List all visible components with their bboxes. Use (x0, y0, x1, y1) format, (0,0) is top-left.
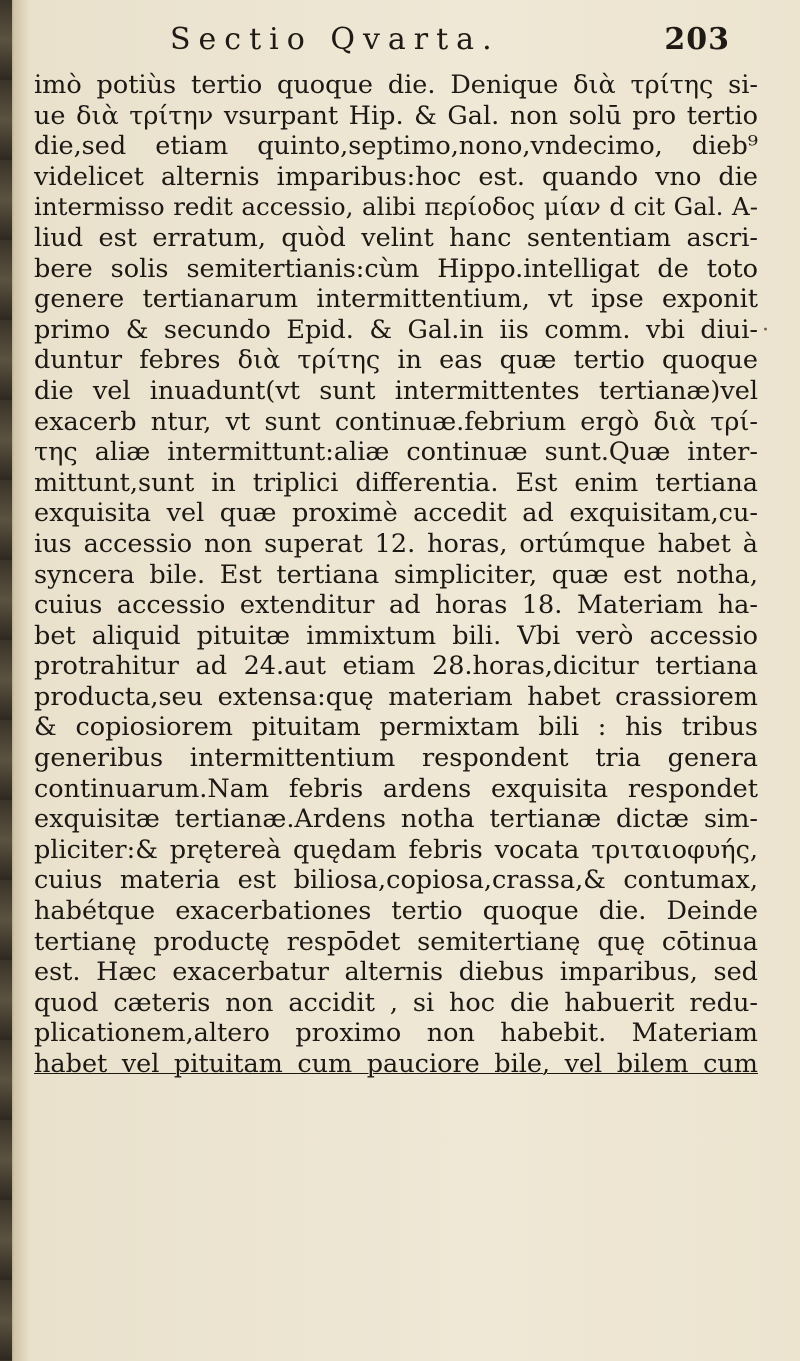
text-line: quod cæteris non accidit , si hoc die habuerit redu- (34, 987, 758, 1018)
text-line: intermisso redit accessio, alibi περίοδος μίαν d cit Gal. A- (34, 192, 758, 222)
text-line: ue διὰ τρίτην vsurpant Hip. & Gal. non solū pro tertio (34, 100, 758, 131)
text-line: die vel inuadunt(vt sunt intermittentes tertianæ)vel (34, 375, 758, 406)
text-line: bere solis semitertianis:cùm Hippo.intelligat de toto (34, 253, 758, 284)
page-number: 203 (664, 22, 730, 57)
text-line: syncera bile. Est tertiana simpliciter, quæ est notha, (34, 559, 758, 590)
running-head-title: Sectio Qvarta. (170, 22, 500, 57)
text-line: primo & secundo Epid. & Gal.in iis comm. vbi diui- (34, 314, 758, 345)
text-line: generibus intermittentium respondent tria genera (34, 743, 758, 774)
text-line: videlicet alternis imparibus:hoc est. quando vno die (34, 161, 758, 192)
page-binding-edge (0, 0, 12, 1361)
text-line: genere tertianarum intermittentium, vt ipse exponit (34, 284, 758, 315)
text-line: liud est erratum, quòd velint hanc sententiam ascri- (34, 222, 758, 253)
text-line: habet vel pituitam cum pauciore bile, vel bilem cum (34, 1049, 758, 1079)
text-line: pliciter:& prętereà quędam febris vocata τριταιοφυής, (34, 834, 758, 865)
text-line: die,sed etiam quinto,septimo,nono,vndecimo, dieb⁹ (34, 131, 758, 162)
text-line: habétque exacerbationes tertio quoque die. Deinde (34, 896, 758, 927)
text-line: tertianę productę respōdet semitertianę quę cōtinua (34, 926, 758, 957)
text-line: producta,seu extensa:quę materiam habet crassiorem (34, 681, 758, 712)
text-line: bet aliquid pituitæ immixtum bili. Vbi verò accessio (34, 620, 758, 651)
text-line: cuius accessio extenditur ad horas 18. Materiam ha- (34, 590, 758, 621)
running-head (170, 22, 730, 62)
text-line: exacerb ntur, vt sunt continuæ.febrium ergò διὰ τρί- (34, 406, 758, 437)
text-line: της aliæ intermittunt:aliæ continuæ sunt.Quæ inter- (34, 437, 758, 468)
text-line: est. Hæc exacerbatur alternis diebus imparibus, sed (34, 957, 758, 988)
body-text (34, 70, 758, 1080)
text-line: cuius materia est biliosa,copiosa,crassa,& contumax, (34, 865, 758, 896)
text-line: exquisita vel quæ proximè accedit ad exquisitam,cu- (34, 498, 758, 529)
text-line: ius accessio non superat 12. horas, ortúmque habet à (34, 528, 758, 559)
text-line: imò potiùs tertio quoque die. Denique διὰ τρίτης si- (34, 70, 758, 100)
text-line: protrahitur ad 24.aut etiam 28.horas,dicitur tertiana (34, 651, 758, 682)
text-line: continuarum.Nam febris ardens exquisita respondet (34, 773, 758, 804)
text-line: & copiosiorem pituitam permixtam bili : his tribus (34, 712, 758, 743)
text-line: plicationem,altero proximo non habebit. Materiam (34, 1018, 758, 1049)
text-line: mittunt,sunt in triplici differentia. Est enim tertiana (34, 467, 758, 498)
margin-mark: · (762, 318, 769, 343)
text-line: duntur febres διὰ τρίτης in eas quæ tertio quoque (34, 345, 758, 376)
text-line: exquisitæ tertianæ.Ardens notha tertianæ dictæ sim- (34, 804, 758, 835)
